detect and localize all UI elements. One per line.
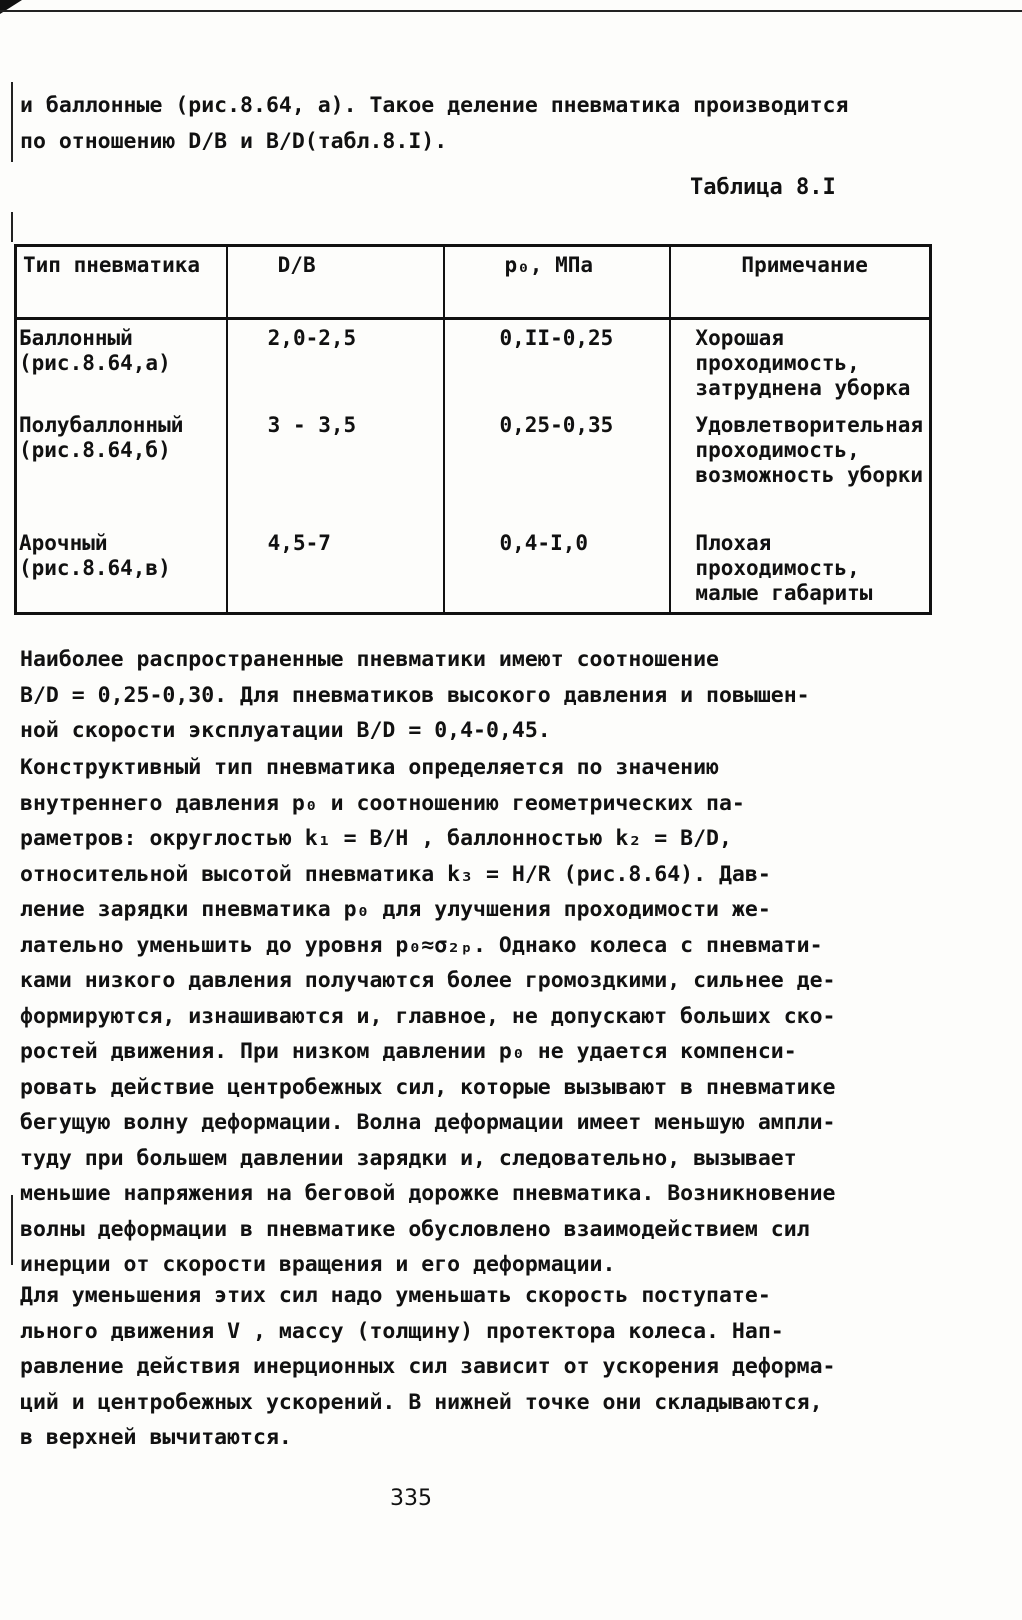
text-line: ной скорости эксплуатации B/D = 0,4-0,45.: [20, 718, 551, 743]
text-line: льного движения V , массу (толщину) протектора колеса. Нап-: [20, 1318, 784, 1344]
header-note: Примечание: [670, 246, 930, 319]
table-row: [16, 319, 931, 408]
text-line: раметров: округлостью k₁ = B/H , баллонностью k₂ = B/D,: [20, 826, 732, 851]
left-rule-upper: [11, 82, 13, 162]
paragraph-2: [20, 750, 964, 1283]
top-rule: [0, 10, 1022, 12]
text-line: туду при большем давлении зарядки и, следовательно, вызывает: [20, 1145, 797, 1171]
text-line: Для уменьшения этих сил надо уменьшать скорость поступате-: [20, 1283, 771, 1308]
cell-ratio: 4,5-7: [227, 525, 444, 614]
left-rule-lower: [11, 1195, 13, 1265]
cell-type: Баллонный (рис.8.64,а): [16, 319, 227, 408]
text-line: волны деформации в пневматике обусловлено взаимодействием сил: [20, 1216, 810, 1242]
cell-note: Удовлетворительная проходимость, возможность уборки: [670, 407, 930, 525]
table-caption: Таблица 8.I: [690, 175, 836, 200]
cell-note: Плохая проходимость, малые габариты: [670, 525, 930, 614]
page-number: 335: [390, 1486, 432, 1511]
cell-type: Арочный (рис.8.64,в): [16, 525, 227, 614]
text-line: по отношению D/B и B/D(табл.8.I).: [20, 128, 448, 154]
left-rule-table: [11, 212, 13, 242]
text-line: ций и центробежных ускорений. В нижней точке они складываются,: [20, 1389, 823, 1415]
table-header-row: [16, 246, 931, 319]
text-line: меньшие напряжения на беговой дорожке пневматика. Возникновение: [20, 1181, 836, 1206]
tire-types-table: [14, 244, 932, 615]
cell-pressure: 0,II-0,25: [444, 319, 671, 408]
text-line: ление зарядки пневматика p₀ для улучшения проходимости же-: [20, 897, 771, 922]
text-line: инерции от скорости вращения и его деформации.: [20, 1252, 616, 1277]
text-line: ками низкого давления получаются более громоздкими, сильнее де-: [20, 968, 836, 993]
text-line: в верхней вычитаются.: [20, 1425, 292, 1450]
text-line: внутреннего давления p₀ и соотношению геометрических па-: [20, 790, 745, 816]
text-line: бегущую волну деформации. Волна деформации имеет меньшую ампли-: [20, 1110, 836, 1135]
text-line: формируются, изнашиваются и, главное, не допускают больших ско-: [20, 1003, 836, 1029]
cell-pressure: 0,25-0,35: [444, 407, 671, 525]
text-line: лательно уменьшить до уровня p₀≈σ₂ₚ. Однако колеса с пневмати-: [20, 932, 823, 958]
paragraph-1: [20, 642, 964, 749]
text-line: ровать действие центробежных сил, которые вызывают в пневматике: [20, 1074, 836, 1100]
paragraph-3: [20, 1278, 964, 1456]
text-line: Наиболее распространенные пневматики имеют соотношение: [20, 647, 719, 672]
header-pressure: p₀, МПа: [444, 246, 671, 319]
cell-ratio: 2,0-2,5: [227, 319, 444, 408]
text-line: ростей движения. При низком давлении p₀ не удается компенси-: [20, 1039, 797, 1064]
text-line: и баллонные (рис.8.64, а). Такое деление пневматика производится: [20, 93, 849, 118]
cell-type: Полубаллонный (рис.8.64,б): [16, 407, 227, 525]
header-type: Тип пневматика: [16, 246, 227, 319]
cell-note: Хорошая проходимость, затруднена уборка: [670, 319, 930, 408]
table-row: [16, 407, 931, 525]
text-line: B/D = 0,25-0,30. Для пневматиков высокого давления и повышен-: [20, 682, 810, 708]
cell-pressure: 0,4-I,0: [444, 525, 671, 614]
cell-ratio: 3 - 3,5: [227, 407, 444, 525]
text-line: Конструктивный тип пневматика определяется по значению: [20, 755, 719, 780]
table-row: [16, 525, 931, 614]
text-line: равление действия инерционных сил зависит от ускорения деформа-: [20, 1354, 836, 1379]
header-ratio: D/B: [227, 246, 444, 319]
text-line: относительной высотой пневматика k₃ = H/R (рис.8.64). Дав-: [20, 861, 771, 887]
intro-text: [20, 88, 964, 159]
